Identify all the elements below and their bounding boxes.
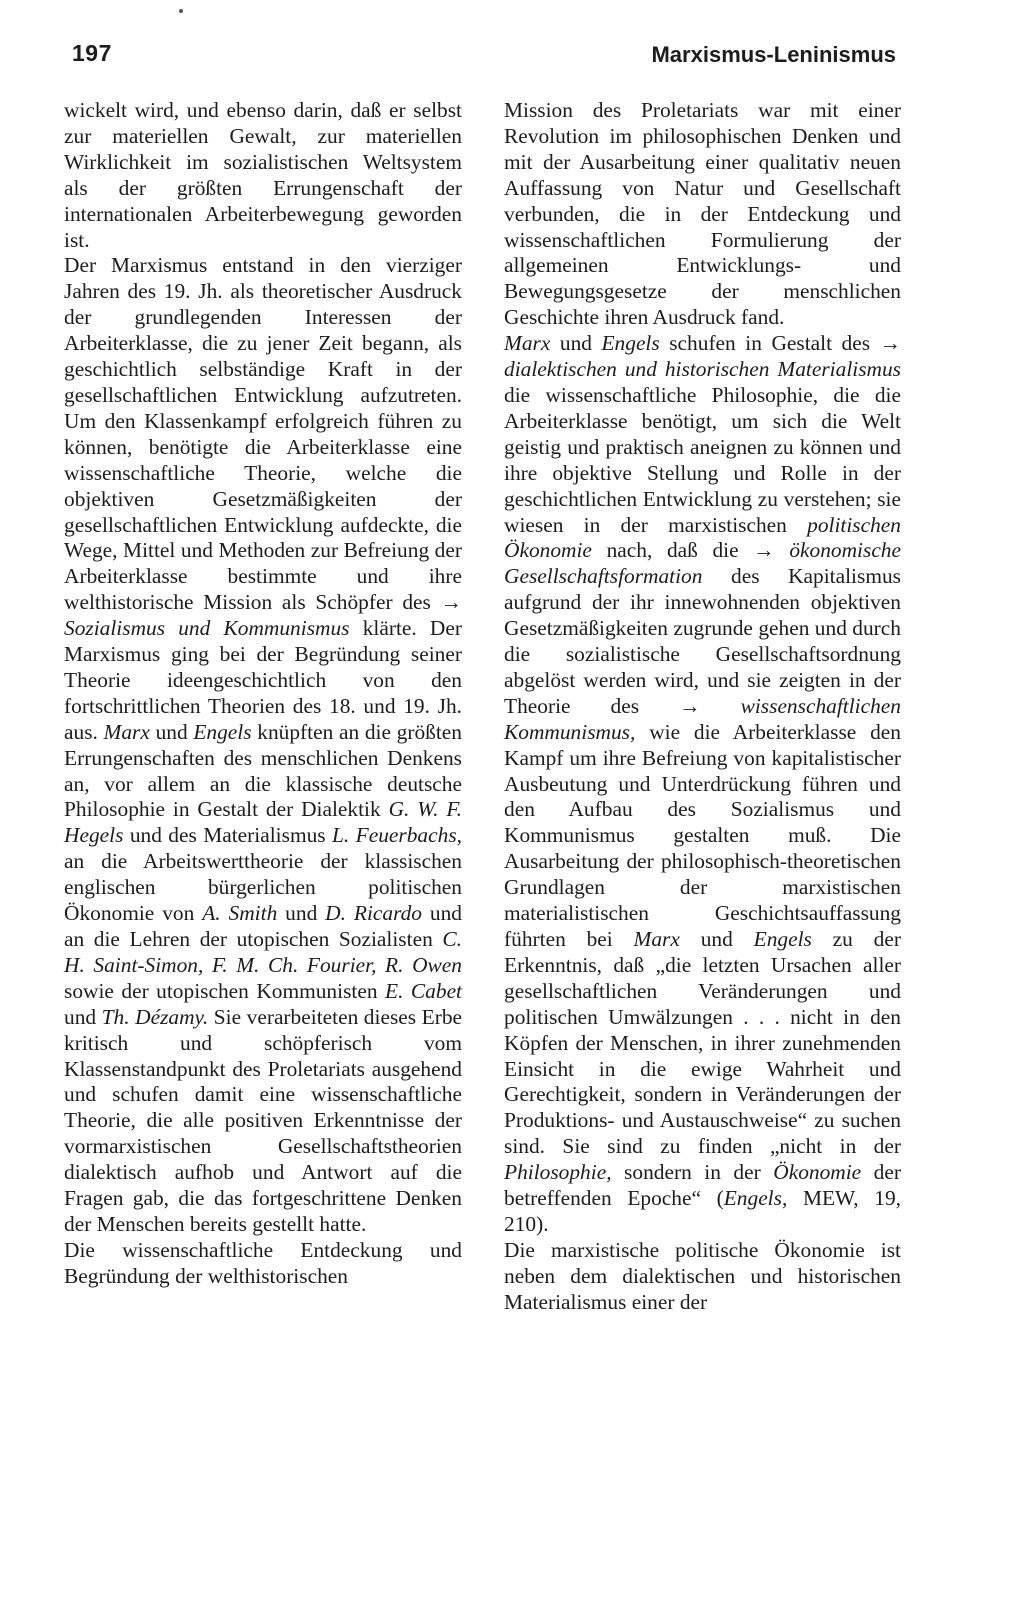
text-run: schufen in Gestalt des bbox=[659, 331, 880, 356]
italic-text: Marx bbox=[633, 927, 680, 951]
italic-text: Th. Dézamy. bbox=[101, 1004, 209, 1029]
italic-text: L. Feuerbachs, bbox=[332, 823, 462, 848]
text-run: Sie verarbeiteten dieses Erbe kritisch und schöpferisch vom Klassenstandpunkt des Proletariats ausgehend und schufen damit eine wissenschaftliche Theorie, die alle positiven Erkenntnisse der vormarxistischen Gesellschaftstheorien dialektisch aufhob und Antwort auf die Fragen gab, die das fortgeschrittene Denken der Menschen bereits gestellt hatte. bbox=[64, 1004, 463, 1236]
text-run: des Kapitalismus aufgrund der ihr innewohnenden objektiven Gesetzmäßigkeiten zugrunde gehen und durch die sozialistische Gesellschaftsordnung abgelöst werden wird, und sie zeigten in der Theorie des bbox=[504, 564, 901, 718]
italic-text: Engels bbox=[193, 719, 252, 744]
italic-text: G. W. F. Hegels bbox=[64, 797, 462, 848]
text-run: wickelt wird, und ebenso darin, daß er selbst zur materiellen Gewalt, zur materiellen Wirklichkeit im sozialistischen Weltsystem als der größten Errungenschaft der internationalen Arbeiterbewegung geworden ist. bbox=[64, 98, 462, 252]
page-number: 197 bbox=[72, 40, 112, 66]
paragraph bbox=[504, 98, 901, 331]
text-run: und an die Lehren der utopischen Sozialisten bbox=[64, 901, 462, 951]
text-column-left bbox=[64, 98, 462, 1290]
cross-reference-arrow-icon: → bbox=[879, 331, 901, 356]
italic-text: Engels bbox=[601, 331, 660, 356]
text-run: MEW, 19, 210). bbox=[504, 1186, 901, 1236]
text-run: Die marxistische politische Ökonomie ist neben dem dialektischen und historischen Materialismus einer der bbox=[504, 1237, 901, 1314]
text-run: die wissenschaftliche Philosophie, die die Arbeiterklasse benötigt, um sich die Welt geistig und praktisch aneignen zu können und ihre objektive Stellung und Rolle in der geschichtlichen Entwicklung zu verstehen; sie wiesen in der marxistischen bbox=[504, 382, 901, 537]
text-run: Die wissenschaftliche Entdeckung und Begründung der welthistorischen bbox=[64, 1237, 462, 1288]
text-run: klärte. Der Marxismus ging bei der Begründung seiner Theorie ideengeschichtlich von den fortschrittlichen Theorien des 18. und 19. Jh. aus. bbox=[64, 616, 462, 744]
paragraph bbox=[64, 1238, 462, 1290]
italic-text: C. H. Saint-Simon, F. M. Ch. Fourier, R. Owen bbox=[64, 927, 462, 977]
italic-text: Engels bbox=[753, 927, 812, 951]
paragraph bbox=[504, 331, 901, 1238]
text-run: nach, daß die bbox=[591, 538, 754, 563]
text-run: Mission des Proletariats war mit einer Revolution im philosophischen Denken und mit der Ausarbeitung einer qualitativ neuen Auffassung von Natur und Gesellschaft verbunden, die in der Entdeckung und wissenschaftlichen Formulierung der allgemeinen Entwicklungs- und Bewegungsgesetze der menschlichen Geschichte ihren Ausdruck fand. bbox=[504, 98, 901, 330]
text-run: und bbox=[277, 901, 326, 926]
italic-text: Marx bbox=[103, 719, 150, 744]
text-run: knüpften an die größten Errungenschaften des menschlichen Denkens an, vor allem an die klassische deutsche Philosophie in Gestalt der Dialektik bbox=[64, 719, 462, 822]
italic-text: Philosophie, bbox=[504, 1160, 612, 1185]
text-run: sowie der utopischen Kommunisten bbox=[64, 978, 386, 1003]
italic-text: E. Cabet bbox=[385, 978, 463, 1003]
italic-text: A. Smith bbox=[202, 901, 278, 926]
text-run: und bbox=[64, 1004, 102, 1029]
paragraph bbox=[504, 1238, 901, 1316]
cross-reference-arrow-icon: → bbox=[440, 590, 462, 615]
text-run: und bbox=[550, 331, 602, 356]
italic-text: ökonomische Gesellschaftsformation bbox=[504, 538, 901, 589]
text-run: sondern in der bbox=[611, 1160, 774, 1185]
italic-text: politischen Ökonomie bbox=[504, 512, 901, 563]
cross-reference-arrow-icon: → bbox=[679, 693, 701, 718]
italic-text: D. Ricardo bbox=[325, 901, 422, 926]
italic-text: Marx bbox=[504, 331, 551, 356]
italic-text: Ökonomie bbox=[773, 1160, 862, 1185]
text-run: der betreffenden Epoche“ ( bbox=[504, 1160, 901, 1211]
text-run: und bbox=[149, 719, 194, 744]
text-run: an die Arbeitswerttheorie der klassischen englischen bürgerlichen politischen Ökonomie von bbox=[64, 849, 462, 926]
text-run: wie die Arbeiterklasse den Kampf um ihre Befreiung von kapitalistischer Ausbeutung und Unterdrückung führen und den Aufbau des Sozialismus und Kommunismus gestalten muß. Die Ausarbeitung der philosophisch-theoretischen Grundlagen der marxistischen materialistischen Geschichtsauffassung führten bei bbox=[504, 719, 901, 951]
paragraph bbox=[64, 98, 462, 253]
text-column-right bbox=[504, 98, 901, 1316]
text-run: zu der Erkenntnis, daß „die letzten Ursachen aller gesellschaftlichen Veränderungen und politischen Umwälzungen . . . nicht in den Köpfen der Menschen, in ihrer zunehmenden Einsicht in die ewige Wahrheit und Gerechtigkeit, sondern in Veränderungen der Produktions- und Austauschweise“ zu suchen sind. Sie sind zu finden „nicht in der bbox=[504, 927, 901, 1159]
cross-reference-arrow-icon: → bbox=[753, 538, 775, 563]
paragraph bbox=[64, 253, 462, 1237]
italic-text: wissenschaftlichen Kommunismus, bbox=[504, 693, 901, 744]
italic-text: Engels, bbox=[723, 1186, 788, 1211]
running-head: Marxismus-Leninismus bbox=[651, 42, 896, 67]
italic-text: Sozialismus und Kommunismus bbox=[64, 616, 350, 641]
italic-text: dialektischen und historischen Materialismus bbox=[504, 357, 901, 382]
text-run: und des Materialismus bbox=[123, 823, 333, 848]
ink-speck bbox=[179, 9, 183, 13]
text-run: Der Marxismus entstand in den vierziger Jahren des 19. Jh. als theoretischer Ausdruck der grundlegenden Interessen der Arbeiterklasse, die zu jener Zeit begann, als geschichtlich selbständige Kraft in der gesellschaftlichen Entwicklung aufzutreten. Um den Klassenkampf erfolgreich führen zu können, benötigte die Arbeiterklasse eine wissenschaftliche Theorie, welche die objektiven Gesetzmäßigkeiten der gesellschaftlichen Entwicklung aufdeckte, die Wege, Mittel und Methoden zur Befreiung der Arbeiterklasse bestimmte und ihre welthistorische Mission als Schöpfer des bbox=[64, 253, 462, 615]
text-run: und bbox=[679, 927, 754, 951]
